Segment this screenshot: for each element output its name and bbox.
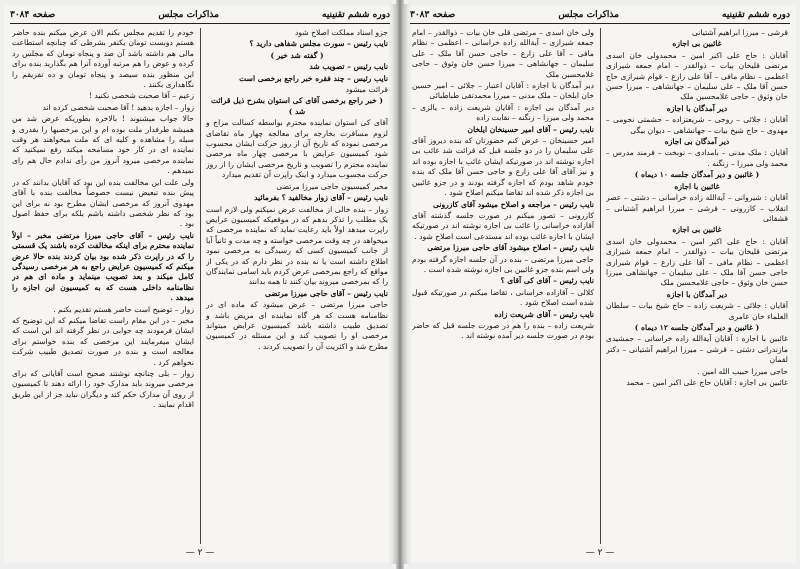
paragraph: خودم را تقدیم مجلس بکنم الان عرض میکنم بنده حاضر هستم دوبست تومان یکنفر بشرطی که چنانچه استطاعت مالی هم داشته باشد آن صد و پنجاه تومان که مجلس رد کرده و عوض را هم مرتبه آورده آنرا هم بگذارید بنده برای این منظور بنده سیصد و پنجاه تومان و ده تفریقم را نگاهداری بکنند . <box>12 28 194 90</box>
paragraph: غائبین بی اجازه <box>672 225 722 235</box>
right-page-term: دوره ششم تقنینیه <box>722 10 790 20</box>
right-header-rule <box>410 23 790 24</box>
paragraph: آقایان : حاج علی اکبر امین – محمدولی خان اسدی مرتضی قلیخان بیات – ذوالقدر – امام جمعه شیرازی اعظمی – نظام مافی – آقا علی زارع – قوام شیرازی حاج حسن آقا ملک – علی سلیمان – جهانشاهی – میرزا حسن خان وثوق – حاجی غلامحسین ملک <box>606 50 788 102</box>
paragraph: قرشی – میرزا ابراهیم آشتیانی <box>692 28 788 37</box>
book-gutter <box>396 0 404 569</box>
paragraph: آقای کی استوان نماینده محترم بواسطه کسالت مزاج و لزوم مسافرت بخارجه برای معالجه چهار ماه تقاضای مرخصی نموده که تاریخ آن از روز حرکت ایشان محسوب شود کمیسیون عرایض با مرخصی چهار ماه مرخصی نماینده محترم را تصویب و تاریخ مرخصی ایشان را از روز حرکت محسوب میدارد و اینک راپرت آن تقدیم میدارد <box>206 118 388 180</box>
right-page-number: صفحه ۳۰۸۳ <box>410 10 456 20</box>
paragraph: زوار – اجازه بدهید ! آقا صحبت شخصی کرده اند <box>42 102 194 112</box>
left-header-rule <box>10 23 390 24</box>
left-page <box>4 4 396 564</box>
paragraph: نایب رئیس – چند فقره خبر راجع برخصی است <box>239 73 388 83</box>
paragraph: نایب رئیس – آقای کی آقای ؟ <box>500 276 594 286</box>
left-page-header <box>10 8 390 22</box>
paragraph: کلالی – آقازاده خراسانی ، تقاضا میکنم در صورتیکه قبول شده است اصلاح شود . <box>412 287 594 308</box>
right-column-divider <box>600 28 601 544</box>
paragraph: نایب رئیس – سورت مجلس شفاهی دارید ؟ <box>249 39 388 49</box>
paragraph: حالا جواب میشنوند ! بالاخره بطوریکه عرض شد من همیشه طرفدار ملت بوده ام و این مرخصیها را بقدری و سیله را مشاهده و کلیه ای که ملت میخواهند هر وقت نماینده ای در کار خود مسامحه میکند رفع نمیکنید که نماینده مرخصی میرود آنروز من رأی ندادم حال هم رای نمیدهم . <box>12 114 194 176</box>
paragraph: شریعت زاده – بنده را هم در صورت جلسه قبل که حاضر بودم در صورت جلسه دیر آمده نوشته اند . <box>412 320 594 341</box>
paragraph: غائبین با اجازه <box>674 181 720 191</box>
left-page-title: مذاکرات مجلس <box>158 10 219 20</box>
paragraph: دیر آمدگان با اجازه <box>666 103 728 113</box>
paragraph: نایب رئیس – مراجعه و اصلاح میشود آقای کازرونی <box>433 199 594 209</box>
right-page-footer: — ۲ — <box>585 548 615 558</box>
paragraph: آقایان : شیروانی – آیةالله زاده خراسانی – دشتی – عصر انقلاب – کازرونی – قرشی – میرزا ابراهیم آشتیانی – قشقائی <box>606 193 788 223</box>
paragraph: ( غائبین و دیر آمدگان جلسه ۱۲ دیماه ) <box>634 322 760 332</box>
paragraph: ( گفته شد خیر ) <box>270 50 324 60</box>
paragraph: ولی خان اسدی – مرتضی قلی خان بیات – ذوالقدر – امام جمعه شیرازی – آیةالله زاده خراسانی – اعظمی – نظام مافی – آقا علی زارع – حاجی حسن آقا ملک – علی سلیمان – جهانشاهی – میرزا حسن خان وثوق – حاجی غلامحسین ملک <box>412 28 594 79</box>
paragraph: کازرونی – تصور میکنم در صورت جلسه گذشته آقای آقازاده خراسانی را غائب بی اجازه نوشته اند در صورتیکه ایشان با اجازه غائب بوده اند مستدعی است اصلاح شود . <box>412 210 594 241</box>
paragraph: نایب رئیس – آقای حاجی میرزا مرتضی <box>264 288 388 298</box>
left-column-divider <box>200 28 201 544</box>
paragraph: نایب رئیس – اصلاح میشود آقای حاجی میرزا مرتضی <box>427 243 594 253</box>
paragraph: ( غائبین و دیر آمدگان جلسه ۱۰ دیماه ) <box>634 170 760 180</box>
paragraph: زوار – بنده خالی از مخالفت عرض نمیکنم ولی لازم است یک مطلب را تذکر بدهم که در موقعیکه کمیسیون عرایض راپرت میدهد اولاً باید رعایت نماید که نماینده مرخصی که میخواهد در چه وقت مرخصی خواسته و چه مدت و ثانیاً آیا از جانب کمیسیون کسی که رسیدگی به مرخصی نمود اطلاع داشته است یا نه بنده در نظر دارم که در یکی از مواقع که راجع بمرخصی عرض کردم باید اسامی نمایندگان را که بمرخصی میروند بیان کنند تا همه بدانند <box>206 204 388 287</box>
paragraph: غائبین بی اجازه <box>672 39 722 49</box>
paragraph: مخبر – در این مقام راست تقاضا میکنم که این توضیح که ایشان فرمودند چه جوابی در نظر گرفته اند این است که ایشان میفرمایند این مرخصی که بنده خواستم برای معالجه است و بنده در صورت تصدیق طبیب شرکت نخواهم کرد . <box>12 315 194 367</box>
paragraph: زوار – توضیح است حاضر هستم تقدیم بکنم . <box>53 304 194 314</box>
paragraph: نایب رئیس – آقای شریعت زاده <box>494 309 594 319</box>
paragraph: غائبین با اجازه : آقایان آیةالله زاده خراسانی – جمشیدی مازندرانی دشتی – قرشی – میرزا ابراهیم آشتیانی – دکتر لقمان <box>606 334 788 365</box>
right-page <box>404 4 796 564</box>
left-page-footer: — ۲ — <box>185 548 215 558</box>
paragraph: دیر آمدگان با اجازه <box>666 289 728 299</box>
right-page-title: مذاکرات مجلس <box>558 10 619 20</box>
paragraph: امیر حسینخان – عرض کنم حضورتان که بنده دیروز آقای علی سلیمان را در دو جلسه قبل که قرائت شد غائب بی اجازه نوشته اند در صورتیکه ایشان غائب با اجازه بوده اند و نیز آقای آقا علی زارع و حاجی حسن آقا ملک که بنده خودم شاهد بودم که اجازه گرفته بودند و در جزو غائبین بی اجازه ذکر شده اند تقاضا میکنم اصلاح شود . <box>412 136 594 198</box>
paragraph: نایب رئیس – آقای حاجی میرزا مرتضی مخبر – اولاً نماینده محترم برای اینکه مخالفت کرده باشند یک قسمتی را که در راپرت ذکر شده بود بیان کردند بنده حالا عرض میکنم که کمیسیون عرایض راجع به هر مرخصی رسیدگی کامل میکند و بعد تصویب مینماید و ماده ای هم در نظامنامه داخلی هست که به کمیسیون این اجازه را میدهد . <box>12 230 194 303</box>
paragraph: غائبین بی اجازه : آقایان حاج علی اکبر امین – محمد <box>626 378 788 387</box>
paragraph: دیر آمدگان بی اجازه : آقایان شریعت زاده – یالزی – محمد ولی میرزا – زنگنه – نقابت زاده <box>412 102 594 123</box>
paragraph: آقایان : حاج علی اکبر امین – محمدولی خان اسدی مرتضی قلیخان بیات – ذوالقدر – امام جمعه شیرازی اعظمی – نظام مافی – آقا علی زارع – قوام شیرازی حاجی حسن آقا ملک – علی سلیمان – جهانشاهی میرزا حسن خان وثوق – حاجی غلامحسین ملک <box>606 236 788 288</box>
paragraph: حاجی میرزا مرتضی – عرض میشود که ماده ای در نظامنامه هست که هر گاه نماینده ای مریض باشد و تصدیق طبیب داشته باشد کمیسیون عرایض میتواند مرخصی او را تصویب کند و این مسئله در کمیسیون مطرح شد و اکثریت آن را تصویب کردند . <box>206 300 388 351</box>
right-page-left-column <box>412 28 594 544</box>
paragraph: زعیم – آقا صحبت شخصی نکنید ! <box>88 91 194 101</box>
left-page-right-column <box>206 28 388 544</box>
right-page-header <box>410 8 790 22</box>
paragraph: زوار – بلی چنانچه نوشتند صحیح است آقایانی که برای مرخصی میروند باید مدارک خود را ارائه دهند تا کمیسیون از روی آن مدارک حکم کند و دیگران نباید جز از این طریق اقدام نمایند . <box>12 369 194 410</box>
paragraph: جزو اسناد مملکت اصلاح شود <box>295 28 388 37</box>
left-page-term: دوره ششم تقنینیه <box>322 10 390 20</box>
paragraph: آقایان : جلائی – روحی – شریعتزاده – حشمتی نجومی – مهدوی – حاج شیخ بیات – جهانشاهی – دیوان بیگی <box>606 115 788 135</box>
paragraph: ( خبر راجع برخصی آقای کی استوان بشرح ذیل قرائت شد ) <box>210 96 384 116</box>
paragraph: نایب رئیس – آقای امیر حسینخان ایلخان <box>467 124 594 134</box>
right-page-right-column <box>606 28 788 544</box>
paragraph: نایب رئیس – تصویب شد <box>309 62 388 72</box>
paragraph: ولی علت این مخالفت بنده این بود که آقایان بدانند که در پیش بنده تبعیض نیست خصوصاً مخالفت بنده با آقای مهدوی آنروز که مرخصی ایشان مطرح بود نه برای این بود که نظر شخصی داشته باشم بلکه برای حفظ اصول بود . <box>12 177 194 229</box>
paragraph: نایب رئیس – آقای زوار مخالفید ؟ بفرمائید <box>254 193 388 203</box>
left-page-number: صفحه ۳۰۸۴ <box>10 10 56 20</box>
paragraph: قرائت میشود <box>345 85 388 95</box>
paragraph: حاجی میرزا مرتضی – بنده در آن جلسه اجازه گرفته بودم ولی اسم بنده جزو غائبین بی اجازه نوشته شده است . <box>412 254 594 274</box>
paragraph: آقایان : جلائی – شریعت زاده – حاج شیخ بیات – سلطان العلماء خان عامری <box>606 301 788 321</box>
paragraph: مخبر کمیسیون حاجی میرزا مرتضی <box>276 181 388 191</box>
paragraph: دیر آمدگان بی اجازه <box>664 137 730 147</box>
left-page-left-column <box>12 28 194 544</box>
paragraph: دیر آمدگان با اجازه : آقایان اعتبار – جلائی – امیر حسین خان ایلخان – ملک مدنی – میرزا محمدتقی طباطبائی <box>412 81 594 101</box>
paragraph: حاجی میرزا حبیب الله امین . <box>697 366 788 376</box>
paragraph: آقایان : ملک مدنی – بامدادی – نوبخت – فرمند مدرس – محمد ولی میرزا – زنگنه . <box>606 148 788 168</box>
